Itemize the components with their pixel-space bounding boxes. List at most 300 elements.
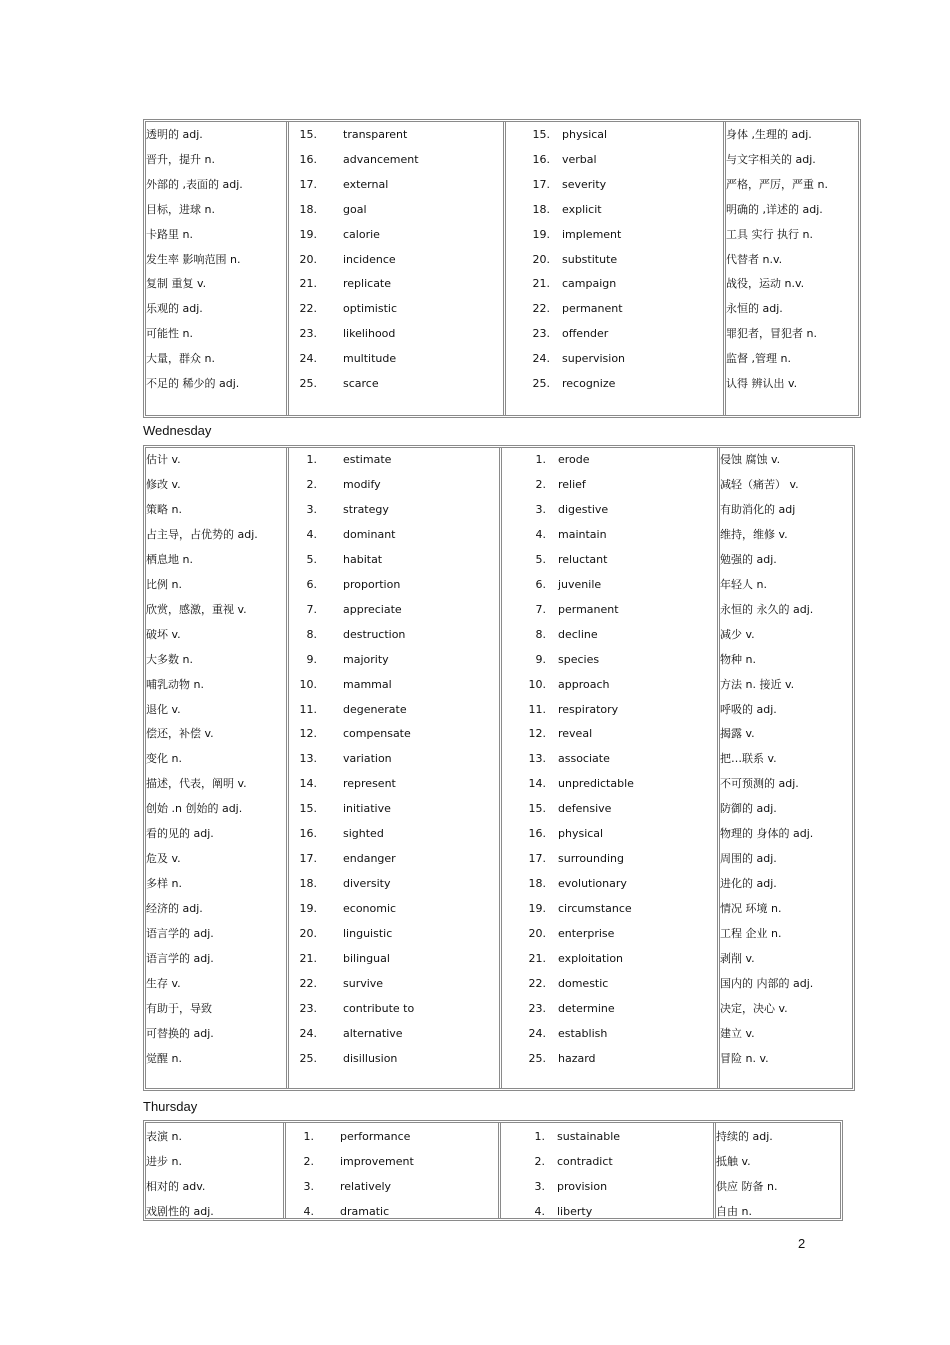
vocab-entry: [506, 375, 723, 393]
english-word: alternative: [343, 1026, 403, 1040]
english-word: offender: [562, 327, 609, 341]
entry-number: 4.: [306, 527, 317, 541]
english-word: relief: [558, 477, 586, 491]
entry-number: 4.: [303, 1205, 314, 1218]
chinese-definition: 进步 n.: [146, 1155, 182, 1168]
section-title-thursday: Thursday: [143, 1099, 198, 1114]
english-word: survive: [343, 976, 384, 990]
english-word: supervision: [562, 352, 626, 366]
vocab-entry: [501, 1203, 713, 1221]
chinese-definition: 相对的 adv.: [146, 1180, 206, 1193]
entry-number: 8.: [535, 627, 546, 641]
english-column-left: [286, 122, 503, 415]
entry-number: 16.: [532, 152, 550, 166]
chinese-definition: 持续的 adj.: [716, 1130, 773, 1143]
vocab-entry: [502, 551, 717, 569]
chinese-column-left: [146, 1123, 283, 1218]
english-column-right: [503, 122, 723, 415]
vocab-entry: [502, 925, 717, 943]
chinese-definition: 维持，维修 v.: [720, 527, 788, 541]
entry-number: 17.: [299, 177, 317, 191]
english-word: physical: [558, 827, 604, 841]
english-column-right: [498, 1123, 713, 1218]
english-word: dramatic: [340, 1205, 390, 1218]
english-word: determine: [558, 1001, 615, 1015]
entry-number: 7.: [535, 602, 546, 616]
entry-number: 1.: [306, 453, 317, 466]
vocab-entry: [502, 875, 717, 893]
page-number: 2: [798, 1236, 806, 1251]
chinese-definition: 占主导，占优势的 adj.: [146, 527, 258, 541]
english-word: calorie: [343, 227, 380, 241]
entry-number: 10.: [528, 677, 546, 691]
vocab-entry: [502, 676, 717, 694]
entry-number: 24.: [299, 352, 317, 366]
english-word: verbal: [562, 152, 597, 166]
english-word: severity: [562, 177, 607, 191]
vocab-entry: [289, 925, 499, 943]
chinese-definition: 大量，群众 n.: [146, 352, 215, 366]
english-word: enterprise: [558, 927, 615, 941]
entry-number: 23.: [532, 327, 550, 341]
english-word: recognize: [562, 377, 616, 390]
entry-number: 3.: [303, 1180, 314, 1193]
chinese-definition: 减少 v.: [720, 627, 755, 641]
chinese-definition: 破坏 v.: [146, 627, 181, 641]
vocab-entry: [502, 501, 717, 519]
chinese-definition: 防御的 adj.: [720, 802, 777, 816]
vocab-entry: [501, 1128, 713, 1146]
english-word: diversity: [343, 877, 391, 891]
vocab-entry: [506, 300, 723, 318]
english-word: liberty: [557, 1205, 593, 1218]
english-word: hazard: [558, 1051, 596, 1065]
entry-number: 13.: [299, 752, 317, 766]
chinese-definition: 揭露 v.: [720, 727, 755, 741]
chinese-definition: 剥削 v.: [720, 952, 755, 965]
entry-number: 9.: [535, 652, 546, 666]
chinese-definition: 复制 重复 v.: [146, 277, 207, 291]
english-word: degenerate: [343, 702, 407, 716]
english-word: optimistic: [343, 302, 398, 316]
chinese-definition: 永恒的 永久的 adj.: [720, 602, 814, 616]
vocab-entry: [502, 825, 717, 843]
english-word: domestic: [558, 976, 609, 990]
vocab-entry: [289, 251, 503, 269]
chinese-definition: 把…联系 v.: [720, 752, 777, 766]
chinese-definition: 欣赏，感激，重视 v.: [146, 602, 247, 616]
english-word: proportion: [343, 577, 401, 591]
entry-number: 14.: [528, 777, 546, 791]
english-word: estimate: [343, 453, 392, 466]
chinese-definition: 觉醒 n.: [146, 1051, 182, 1065]
vocab-entry: [289, 551, 499, 569]
entry-number: 23.: [299, 327, 317, 341]
english-word: permanent: [558, 602, 619, 616]
english-word: exploitation: [558, 952, 624, 965]
entry-number: 2.: [306, 477, 317, 491]
chinese-definition: 冒险 n. v.: [720, 1051, 769, 1065]
english-word: digestive: [558, 502, 609, 516]
vocab-entry: [506, 126, 723, 144]
vocab-entry: [289, 226, 503, 244]
chinese-definition: 可能性 n.: [146, 327, 193, 341]
english-word: mammal: [343, 677, 392, 691]
chinese-definition: 认得 辨认出 v.: [726, 377, 798, 390]
vocab-entry: [286, 1178, 498, 1196]
entry-number: 20.: [532, 252, 550, 266]
english-word: substitute: [562, 252, 618, 266]
chinese-definition: 生存 v.: [146, 976, 181, 990]
entry-number: 3.: [535, 502, 546, 516]
entry-number: 2.: [534, 1155, 545, 1168]
section-title-wednesday: Wednesday: [143, 423, 212, 438]
vocab-entry: [502, 601, 717, 619]
english-word: relatively: [340, 1180, 392, 1193]
english-word: bilingual: [343, 952, 390, 965]
english-word: initiative: [343, 802, 391, 816]
chinese-definition: 卡路里 n.: [146, 227, 193, 241]
vocab-entry: [289, 501, 499, 519]
chinese-definition: 发生率 影响范围 n.: [146, 252, 241, 266]
english-word: goal: [343, 202, 367, 216]
chinese-definition: 偿还，补偿 v.: [146, 727, 214, 741]
entry-number: 21.: [299, 952, 317, 965]
vocab-entry: [502, 800, 717, 818]
chinese-definition: 危及 v.: [146, 852, 181, 866]
vocab-entry: [502, 900, 717, 918]
vocab-entry: [502, 725, 717, 743]
entry-number: 11.: [528, 702, 546, 716]
vocab-entry: [289, 476, 499, 494]
vocab-entry: [289, 201, 503, 219]
chinese-definition: 战役，运动 n.v.: [726, 277, 805, 291]
chinese-definition: 罪犯者，冒犯者 n.: [726, 327, 817, 341]
vocab-entry: [286, 1153, 498, 1171]
chinese-definition: 代替者 n.v.: [726, 252, 783, 266]
entry-number: 21.: [532, 277, 550, 291]
chinese-definition: 可替换的 adj.: [146, 1026, 214, 1040]
english-word: sighted: [343, 827, 384, 841]
vocab-entry: [506, 176, 723, 194]
vocab-entry: [289, 526, 499, 544]
chinese-definition: 周围的 adj.: [720, 852, 777, 866]
chinese-definition: 减轻（痛苦） v.: [720, 477, 799, 491]
entry-number: 23.: [528, 1001, 546, 1015]
vocab-entry: [502, 950, 717, 968]
english-word: linguistic: [343, 927, 393, 941]
entry-number: 16.: [528, 827, 546, 841]
entry-number: 20.: [299, 252, 317, 266]
entry-number: 22.: [528, 976, 546, 990]
english-word: approach: [558, 677, 610, 691]
english-word: campaign: [562, 277, 617, 291]
english-word: permanent: [562, 302, 623, 316]
english-word: variation: [343, 752, 392, 766]
english-word: strategy: [343, 502, 389, 516]
chinese-definition: 描述，代表，阐明 v.: [146, 777, 247, 791]
entry-number: 16.: [299, 827, 317, 841]
chinese-definition: 有助消化的 adj: [720, 502, 796, 516]
english-column-left: [286, 448, 499, 1088]
vocab-entry: [289, 775, 499, 793]
vocab-entry: [286, 1128, 498, 1146]
english-word: establish: [558, 1026, 608, 1040]
entry-number: 17.: [528, 852, 546, 866]
chinese-column-right: [723, 122, 858, 415]
chinese-definition: 供应 防备 n.: [716, 1180, 778, 1193]
vocab-table-2: [143, 445, 855, 1091]
vocab-entry: [289, 676, 499, 694]
english-word: decline: [558, 627, 598, 641]
chinese-definition: 语言学的 adj.: [146, 927, 214, 941]
chinese-definition: 策略 n.: [146, 502, 182, 516]
vocab-entry: [289, 325, 503, 343]
english-word: majority: [343, 652, 389, 666]
english-word: appreciate: [343, 602, 402, 616]
entry-number: 12.: [528, 727, 546, 741]
entry-number: 5.: [306, 552, 317, 566]
chinese-definition: 创始 .n 创始的 adj.: [146, 802, 243, 816]
english-word: external: [343, 177, 389, 191]
chinese-definition: 与文字相关的 adj.: [726, 152, 816, 166]
chinese-definition: 呼吸的 adj.: [720, 702, 777, 716]
vocab-entry: [289, 875, 499, 893]
entry-number: 1.: [534, 1130, 545, 1143]
chinese-definition: 自由 n.: [716, 1205, 752, 1218]
vocab-entry: [289, 800, 499, 818]
entry-number: 25.: [532, 377, 550, 390]
entry-number: 15.: [299, 802, 317, 816]
vocab-entry: [506, 151, 723, 169]
entry-number: 14.: [299, 777, 317, 791]
vocab-entry: [502, 451, 717, 469]
vocab-entry: [289, 950, 499, 968]
entry-number: 24.: [528, 1026, 546, 1040]
entry-number: 2.: [535, 477, 546, 491]
english-word: likelihood: [343, 327, 396, 341]
chinese-definition: 透明的 adj.: [146, 128, 203, 141]
vocab-entry: [506, 350, 723, 368]
english-word: respiratory: [558, 702, 619, 716]
chinese-definition: 工具 实行 执行 n.: [726, 227, 813, 241]
chinese-definition: 勉强的 adj.: [720, 552, 777, 566]
entry-number: 1.: [303, 1130, 314, 1143]
vocab-table-1: [143, 119, 861, 418]
chinese-column-left: [146, 448, 286, 1088]
english-word: reluctant: [558, 552, 608, 566]
vocab-entry: [506, 201, 723, 219]
chinese-definition: 不足的 稀少的 adj.: [146, 377, 240, 390]
entry-number: 25.: [299, 1051, 317, 1065]
vocab-entry: [289, 651, 499, 669]
vocab-entry: [502, 651, 717, 669]
english-word: transparent: [343, 128, 408, 141]
chinese-definition: 有助于，导致: [146, 1001, 212, 1015]
english-word: performance: [340, 1130, 411, 1143]
entry-number: 18.: [299, 202, 317, 216]
entry-number: 6.: [535, 577, 546, 591]
chinese-definition: 表演 n.: [146, 1130, 182, 1143]
entry-number: 25.: [528, 1051, 546, 1065]
chinese-column-right: [713, 1123, 840, 1218]
english-word: economic: [343, 902, 397, 916]
english-word: dominant: [343, 527, 396, 541]
entry-number: 15.: [299, 128, 317, 141]
vocab-entry: [289, 750, 499, 768]
chinese-definition: 情况 环境 n.: [720, 902, 782, 916]
vocab-entry: [502, 701, 717, 719]
chinese-definition: 目标，进球 n.: [146, 202, 215, 216]
vocab-table-3: [143, 1120, 843, 1221]
vocab-entry: [289, 300, 503, 318]
english-word: represent: [343, 777, 396, 791]
english-word: advancement: [343, 152, 419, 166]
vocab-entry: [502, 975, 717, 993]
english-word: associate: [558, 752, 610, 766]
chinese-definition: 外部的 ,表面的 adj.: [146, 177, 243, 191]
chinese-definition: 建立 v.: [720, 1026, 755, 1040]
english-word: contribute to: [343, 1001, 415, 1015]
english-word: sustainable: [557, 1130, 621, 1143]
vocab-entry: [502, 1025, 717, 1043]
chinese-column-left: [146, 122, 286, 415]
vocab-entry: [289, 701, 499, 719]
english-column-left: [283, 1123, 498, 1218]
english-word: multitude: [343, 352, 397, 366]
english-word: habitat: [343, 552, 383, 566]
entry-number: 22.: [532, 302, 550, 316]
entry-number: 7.: [306, 602, 317, 616]
vocab-entry: [502, 476, 717, 494]
english-word: compensate: [343, 727, 411, 741]
english-word: juvenile: [558, 577, 602, 591]
chinese-definition: 语言学的 adj.: [146, 952, 214, 965]
english-word: provision: [557, 1180, 608, 1193]
english-word: implement: [562, 227, 622, 241]
vocab-entry: [286, 1203, 498, 1221]
vocab-entry: [289, 151, 503, 169]
chinese-definition: 晋升，提升 n.: [146, 152, 215, 166]
vocab-entry: [289, 176, 503, 194]
english-word: reveal: [558, 727, 593, 741]
chinese-definition: 决定，决心 v.: [720, 1001, 788, 1015]
vocab-entry: [289, 725, 499, 743]
english-column-right: [499, 448, 717, 1088]
english-word: circumstance: [558, 902, 632, 916]
vocab-entry: [289, 275, 503, 293]
chinese-definition: 修改 v.: [146, 477, 181, 491]
chinese-definition: 比例 n.: [146, 577, 182, 591]
entry-number: 3.: [306, 502, 317, 516]
english-word: scarce: [343, 377, 379, 390]
vocab-entry: [502, 1000, 717, 1018]
english-word: maintain: [558, 527, 607, 541]
chinese-definition: 多样 n.: [146, 877, 182, 891]
vocab-entry: [289, 1025, 499, 1043]
entry-number: 9.: [306, 652, 317, 666]
vocab-entry: [506, 275, 723, 293]
chinese-definition: 物理的 身体的 adj.: [720, 827, 814, 841]
entry-number: 4.: [535, 527, 546, 541]
english-word: explicit: [562, 202, 602, 216]
vocab-entry: [289, 1000, 499, 1018]
chinese-definition: 侵蚀 腐蚀 v.: [720, 453, 781, 466]
chinese-definition: 乐观的 adj.: [146, 302, 203, 316]
english-word: physical: [562, 128, 608, 141]
chinese-definition: 抵触 v.: [716, 1155, 751, 1168]
english-word: surrounding: [558, 852, 624, 866]
vocab-entry: [502, 526, 717, 544]
english-word: erode: [558, 453, 590, 466]
chinese-definition: 变化 n.: [146, 752, 182, 766]
entry-number: 16.: [299, 152, 317, 166]
chinese-definition: 严格，严厉，严重 n.: [726, 177, 828, 191]
english-word: disillusion: [343, 1051, 398, 1065]
chinese-definition: 经济的 adj.: [146, 902, 203, 916]
english-word: destruction: [343, 627, 406, 641]
english-word: unpredictable: [558, 777, 634, 791]
entry-number: 8.: [306, 627, 317, 641]
entry-number: 1.: [535, 453, 546, 466]
chinese-definition: 监督 ,管理 n.: [726, 352, 791, 366]
vocab-entry: [506, 226, 723, 244]
chinese-definition: 工程 企业 n.: [720, 927, 782, 941]
chinese-definition: 不可预测的 adj.: [720, 777, 799, 791]
entry-number: 21.: [528, 952, 546, 965]
entry-number: 10.: [299, 677, 317, 691]
chinese-definition: 戏剧性的 adj.: [146, 1205, 214, 1218]
entry-number: 19.: [532, 227, 550, 241]
english-word: endanger: [343, 852, 396, 866]
entry-number: 24.: [532, 352, 550, 366]
entry-number: 22.: [299, 976, 317, 990]
entry-number: 15.: [532, 128, 550, 141]
entry-number: 3.: [534, 1180, 545, 1193]
entry-number: 21.: [299, 277, 317, 291]
vocab-entry: [289, 626, 499, 644]
vocab-entry: [502, 626, 717, 644]
entry-number: 17.: [532, 177, 550, 191]
chinese-definition: 方法 n. 接近 v.: [720, 677, 795, 691]
vocab-entry: [289, 975, 499, 993]
chinese-definition: 退化 v.: [146, 702, 181, 716]
entry-number: 6.: [306, 577, 317, 591]
english-word: replicate: [343, 277, 392, 291]
vocab-entry: [289, 1050, 499, 1068]
chinese-definition: 永恒的 adj.: [726, 302, 783, 316]
chinese-definition: 进化的 adj.: [720, 877, 777, 891]
english-word: incidence: [343, 252, 396, 266]
chinese-definition: 看的见的 adj.: [146, 827, 214, 841]
english-word: improvement: [340, 1155, 414, 1168]
vocab-entry: [289, 850, 499, 868]
vocab-entry: [506, 325, 723, 343]
entry-number: 18.: [532, 202, 550, 216]
vocab-entry: [501, 1153, 713, 1171]
chinese-definition: 年轻人 n.: [720, 577, 767, 591]
vocab-entry: [289, 375, 503, 393]
vocab-entry: [502, 1050, 717, 1068]
entry-number: 19.: [528, 902, 546, 916]
chinese-definition: 大多数 n.: [146, 652, 193, 666]
entry-number: 4.: [534, 1205, 545, 1218]
vocab-entry: [502, 750, 717, 768]
vocab-entry: [501, 1178, 713, 1196]
english-word: modify: [343, 477, 381, 491]
vocab-entry: [502, 850, 717, 868]
entry-number: 18.: [299, 877, 317, 891]
